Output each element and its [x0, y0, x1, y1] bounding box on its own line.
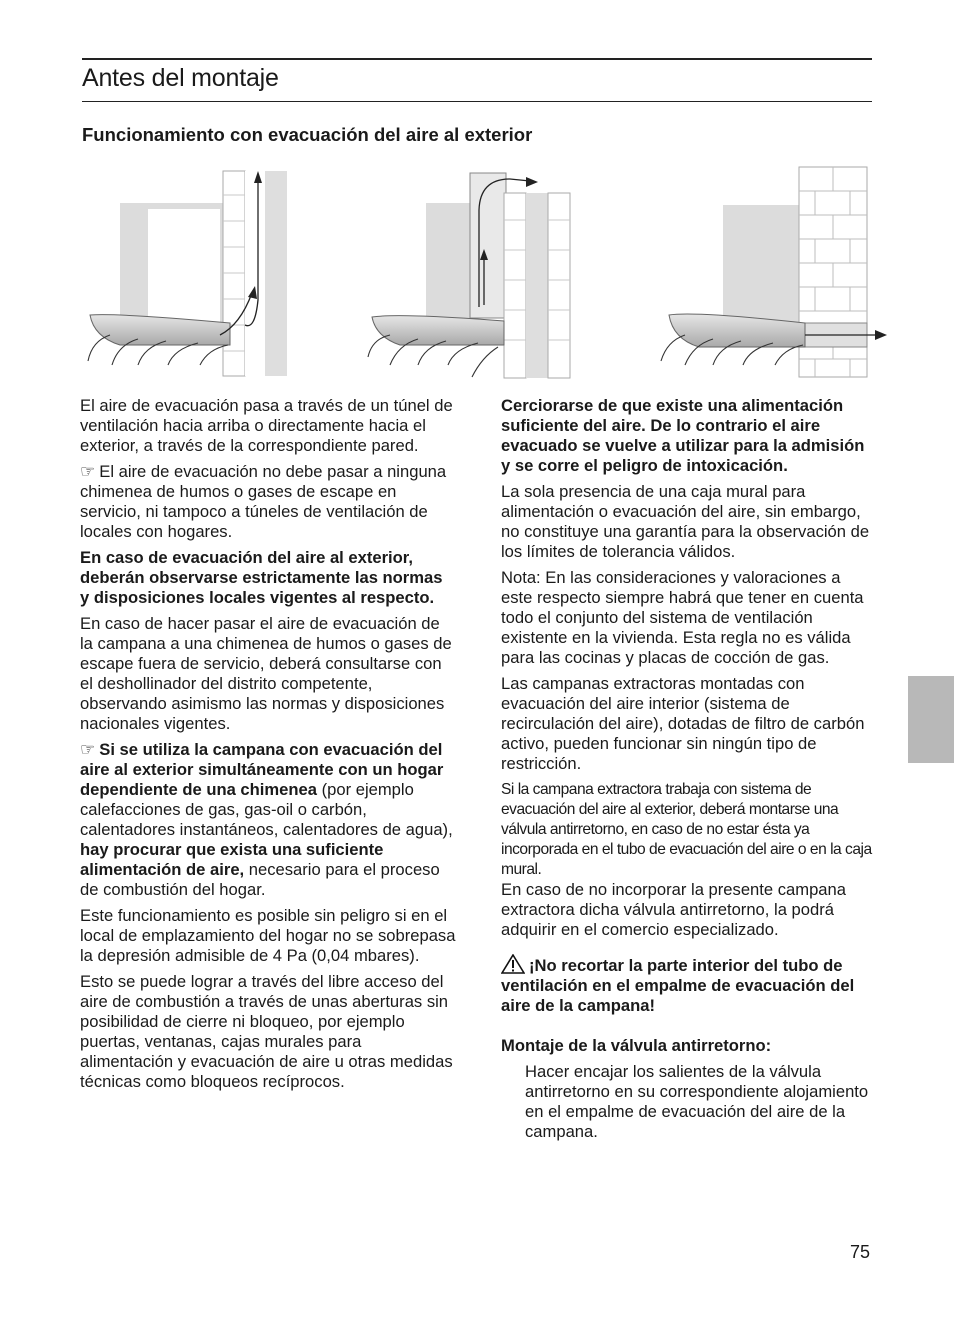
mount-text: Hacer encajar los salientes de la válvula antirretorno en su correspondiente alojamiento en el empalme de evacuación del aire de la campana.: [525, 1062, 869, 1141]
warning-text: ¡No recortar la parte interior del tubo de ventilación en el empalme de evacuación del aire de la campana!: [501, 956, 855, 1015]
bold-paragraph: En caso de evacuación del aire al exterior, deberán observarse estrictamente las normas y disposiciones locales vigentes al respecto.: [80, 548, 443, 607]
normal-text: necesario para el proceso de combustión del hogar.: [80, 860, 440, 899]
warning-triangle-icon: [501, 954, 525, 974]
header-rule-top: [82, 58, 872, 60]
figure-wall-exit: [655, 165, 890, 380]
bold-text: Si se utiliza la campana con evacuación del aire al exterior simultáneamente con un hogar dependiente de una chimenea: [80, 740, 444, 799]
bold-paragraph: Cerciorarse de que existe una alimentación suficiente del aire. De lo contrario el aire evacuado se vuelve a utilizar para la admisión y se corre el peligro de intoxicación.: [501, 396, 865, 475]
paragraph: En caso de no incorporar la presente campana extractora dicha válvula antirretorno, la podrá adquirir en el comercio especializado.: [501, 880, 846, 939]
paragraph: Esto se puede lograr a través del libre acceso del aire de combustión a través de unas aberturas sin posibilidad de cierre ni bloqueo, por ejemplo puertas, ventanas, cajas murales para alimentación y evacuación de aire u otras medidas técnicas como bloqueos recíprocos.: [80, 972, 453, 1091]
paragraph: En caso de hacer pasar el aire de evacuación de la campana a una chimenea de humos o gases de escape fuera de servicio, deberá consultarse con el deshollinador del distrito competente, observando asimismo las normas y disposiciones nacionales vigentes.: [80, 614, 452, 733]
note-paragraph: [80, 740, 456, 900]
page-number: 75: [850, 1242, 871, 1262]
note-paragraph: [80, 462, 456, 542]
hand-pointer-icon: ☞: [80, 462, 96, 481]
warning-paragraph: [501, 954, 876, 1016]
normal-text: (por ejemplo calefacciones de gas, gas-oil o carbón, calentadores instantáneos, calentadores de agua),: [80, 780, 453, 839]
section-title: Funcionamiento con evacuación del aire al exterior: [82, 124, 533, 145]
page-title: Antes del montaje: [82, 64, 279, 92]
side-tab-marker: [908, 676, 954, 763]
paragraph: Nota: En las consideraciones y valoraciones a este respecto siempre habrá que tener en cuenta todo el conjunto del sistema de ventilación existente en la vivienda. Esta regla no es válida para las cocinas y placas de cocción de gas.: [501, 568, 864, 667]
bold-text: hay procurar que exista una suficiente alimentación de aire,: [80, 840, 384, 879]
mount-heading: Montaje de la válvula antirretorno:: [501, 1036, 772, 1055]
paragraph: Las campanas extractoras montadas con evacuación del aire interior (sistema de recirculación del aire), dotadas de filtro de carbón activo, pueden funcionar sin ningún tipo de restricción.: [501, 674, 865, 773]
header-rule-bottom: [82, 101, 872, 102]
note-text: El aire de evacuación no debe pasar a ninguna chimenea de humos o gases de escape en servicio, ni tampoco a túneles de ventilación de locales con hogares.: [80, 462, 447, 541]
figure-vertical-duct: [80, 165, 295, 380]
right-column: [501, 396, 876, 1148]
small-paragraph: Si la campana extractora trabaja con sistema de evacuación del aire al exterior, deberá montarse una válvula antirretorno, en caso de no estar ésta ya incorporada en el tubo de evacuación del aire o en la caja mural.: [501, 781, 872, 878]
left-column: [80, 396, 456, 1098]
hand-pointer-icon: ☞: [80, 740, 96, 759]
paragraph: El aire de evacuación pasa a través de un túnel de ventilación hacia arriba o directamente hacia el exterior, a través de la correspondiente pared.: [80, 396, 453, 455]
paragraph: La sola presencia de una caja mural para alimentación o evacuación del aire, sin embargo, no constituye una garantía para la observación de los límites de tolerancia válidos.: [501, 482, 870, 561]
paragraph: Este funcionamiento es posible sin peligro si en el local de emplazamiento del hogar no se sobrepasa la depresión admisible de 4 Pa (0,04 mbares).: [80, 906, 456, 965]
figure-chimney-duct: [360, 165, 575, 380]
